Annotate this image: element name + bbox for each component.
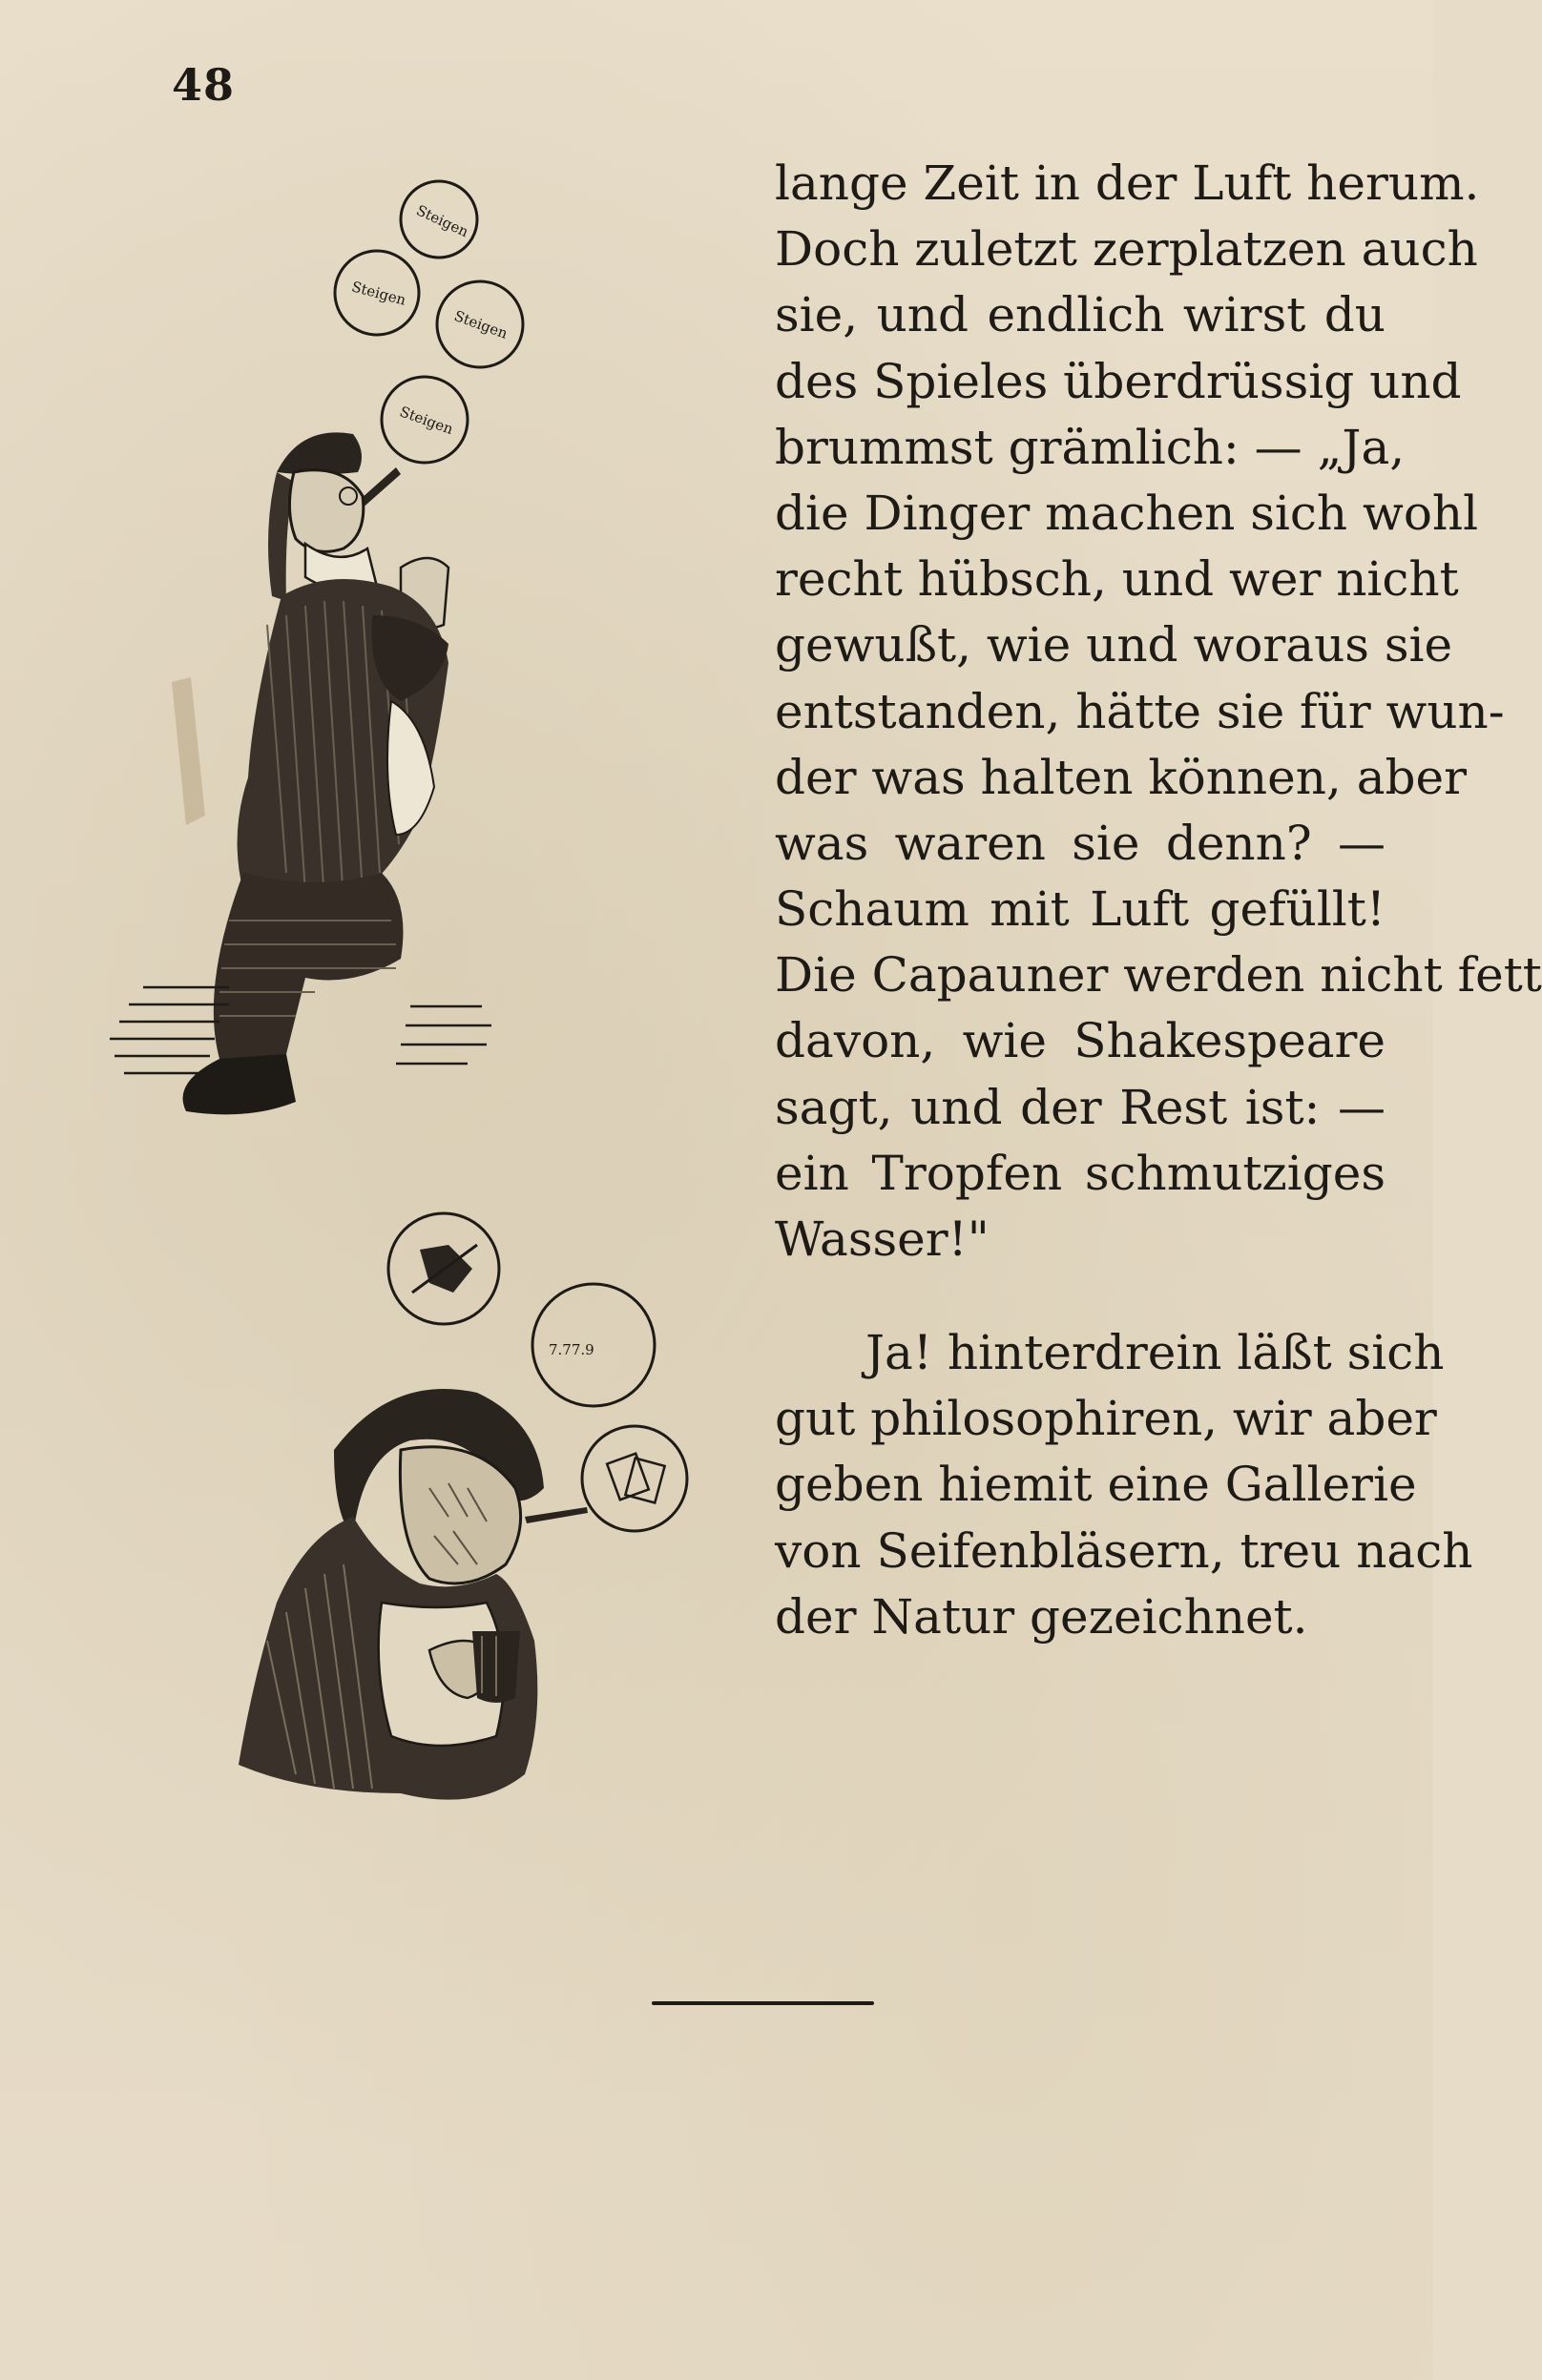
text-line: brummst grämlich: — „Ja, [775,419,1406,475]
text-line: gewußt, wie und woraus sie [775,617,1453,673]
text-line: Die Capauner werden nicht fett [775,947,1542,1004]
text-line: die Dinger machen sich wohl [775,485,1479,541]
kneeling-man-illustration [162,167,744,1183]
text-line: recht hübsch, und wer nicht [775,551,1459,608]
bubble [388,1213,499,1324]
text-line: entstanden, hätte sie für wun- [775,683,1505,739]
page-number: 48 [172,59,236,111]
text-line: Schaum mit Luft gefüllt! [775,881,1386,938]
text-line: davon, wie Shakespeare [775,1013,1386,1069]
bubble [335,251,419,335]
text-line: lange Zeit in der Luft herum. [775,155,1480,211]
text-line: von Seifenbläsern, treu nach [775,1522,1473,1579]
bubble [437,281,523,367]
text-line: der was halten können, aber [775,749,1468,805]
bubble [582,1426,687,1531]
text-line: Ja! hinterdrein läßt sich [865,1325,1445,1380]
bubble [401,181,477,258]
text-line: der Natur gezeichnet. [775,1588,1308,1645]
bubble-label: Steigen [397,403,456,439]
bubble [532,1284,655,1406]
text-line: was waren sie denn? — [775,815,1386,871]
bubble-label: Steigen [413,201,471,241]
text-line: geben hiemit eine Gallerie [775,1457,1417,1513]
bubble [382,377,468,463]
text-line: gut philosophiren, wir aber [775,1391,1437,1447]
text-line: sagt, und der Rest ist: — [775,1079,1386,1135]
text-line: des Spieles überdrüssig und [775,353,1462,409]
paragraph-2 [775,1320,1473,1650]
bubble-label: 7.77.9 [549,1341,594,1358]
bubble-label: Steigen [349,278,408,309]
bubble-label: Steigen [451,306,511,342]
text-line: ein Tropfen schmutziges [775,1145,1386,1201]
section-divider [652,2001,874,2005]
old-woman-illustration [162,1202,744,1860]
text-line: sie, und endlich wirst du [775,287,1386,343]
text-line: Doch zuletzt zerplatzen auch [775,221,1478,278]
text-line: Wasser!" [775,1211,990,1267]
paragraph-1 [775,151,1542,1273]
